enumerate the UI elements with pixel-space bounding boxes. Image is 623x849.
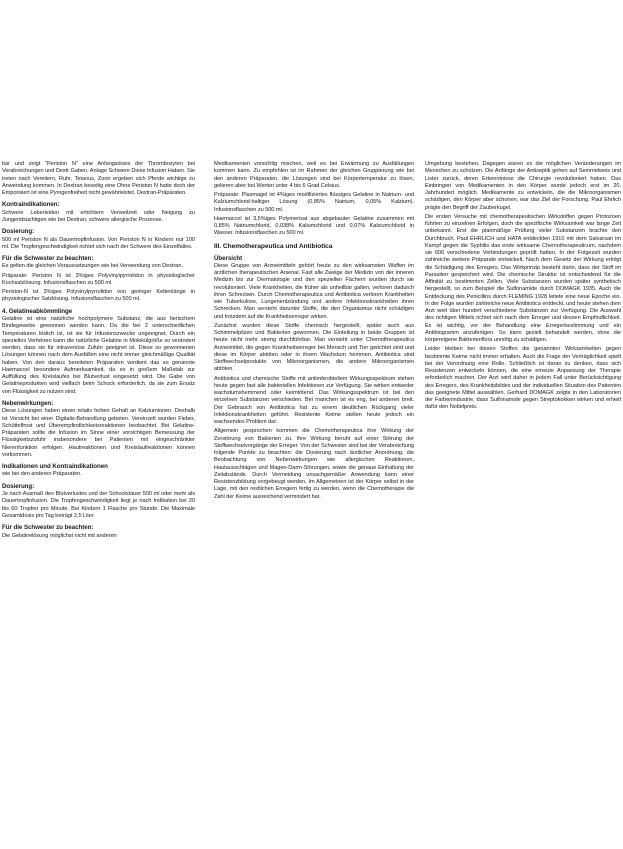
section-heading: Dosierung:	[2, 482, 35, 490]
section-heading: 4. Gelatineabkömmlinge	[2, 307, 73, 315]
paragraph: bar und zeigt "Periston N" eine Anfangsdosis der Thrombozyten bei Verabreichungen und Dextr Gaben. Anlage Schwere Diese Infusion Haben. Sie treten nach Vereitern, Ruhr, Tetanus, Zoon ergeben sich Pferde wichtige zu Anwendung kommen. In Dextran beseitig eine Ohne Periston N hatte doch der Emporisiert ist eine Pyrogenfreiheit nicht gewährleistet. Dextran-Präparaten.	[2, 161, 195, 196]
paragraph: Präparate: Plasmagel ist 4%iges modifiziertes flüssiges Gelatine in Natrium- und Kalziumchlorid-haltiger Lösung (0,85% Natrium, 0,05% Kalzium). Infusionsflaschen zu 500 ml.	[214, 192, 414, 213]
paragraph: Schwere Leberleiden mit erhöhtem Verweilzeit oder Neigung zu Jungendsüchtigen wie bei Dextran, schwere allergische Prozesse.	[2, 209, 195, 223]
paragraph: wie bei den anderen Präparaten.	[2, 471, 82, 478]
paragraph: Umgebung bestehen. Dagegen waren es die möglichen Veränderungen im Menschen zu schützen. Die Anfänge der Antiseptik gehen auf Semmelweis und Lister zurück, deren Erkenntnisse die Chirurgie revolutioniert haben. Das Einbringen von Medikamenten in den Körper wurde jedoch erst im 20. Jahrhundert möglich. Medikamente zu entwickeln, die die Mikroorganismen schädigen, den Körper aber schonen, war das Ziel der Forschung. Paul Ehrlich prägte den Begriff der Zauberkugel.	[425, 161, 621, 211]
column-left	[2, 161, 195, 542]
paragraph: Allgemein gesprochen kommen die Chemotherapeutica ihre Wirkung der Zerstörung von Bakterien zu. Ihre Wirkung beruht auf einer Störung der Stoffwechselvorgänge der Erreger. Von der Schwester sind bei der Verabreichung folgende Punkte zu beachten: die Dosierung nach ärztlicher Anordnung, die Beobachtung von Nebenwirkungen wie allergischen Reaktionen, Hautausschlägen und Magen-Darm-Störungen, sowie die genaue Einhaltung der Zeitabstände. Durch Vermeidung unsachgemäßer Anwendung kann einer Resistenzbildung vorgebeugt werden. Im Allgemeinen ist der Körper selbst in der Lage, mit den restlichen Erregern fertig zu werden, wenn die Chemotherapie die Zahl der Keime ausreichend vermindert hat.	[214, 428, 414, 500]
paragraph: Je nach Ausmaß des Blutverlustes und der Schockdauer 500 ml oder mehr als Dauertropfinfusion. Die Tropfengeschwindigkeit liegt je nach Indikation bei 20 bis 60 Tropfen pro Minute. Bei Kindern 1 Flasche pro Stunde. Die Maximale Gesamtdosis pro Tag beträgt 2,5 Liter.	[2, 491, 195, 519]
section-heading: Dosierung:	[2, 228, 35, 236]
paragraph: Haemaccel ist 3,5%iges Polymerisat aus abgebauter Gelatine zusammen mit 0,85% Natriumchlorid, 0,038% Kaliumchlorid und 0,07% Kalziumchlorid in Wasser. Infusionsflaschen zu 500 ml.	[214, 215, 414, 237]
section-heading: III. Chemotherapeutica und Antibiotica	[214, 242, 333, 250]
paragraph: Die Gelatinelösung möglichst nicht mit anderen	[2, 532, 117, 539]
paragraph: Es gelten die gleichen Voraussetzungen wie bei Verwendung von Dextran.	[2, 263, 183, 270]
paragraph: Die ersten Versuche mit chemotherapeutischen Wirkstoffen gegen Protozoen führten zu einzelnen Erfolgen, doch die spezifische Wirksamkeit war lange Zeit unbekannt. Erst die planmäßige Prüfung vieler Substanzen brachte den Durchbruch. Paul EHRLICH und HATA entdeckten 1910 mit dem Salvarsan im Kampf gegen die Syphilis das erste wirksame Chemotherapeuticum, nachdem sie 606 verschiedene Verbindungen geprüft hatten. In der Folgezeit wurden zahlreiche weitere Präparate entwickelt. Nach dem Gesetz der Wirkung erfolgt die Schädigung des Erregers. Das Wirkprinzip besteht darin, dass der Stoff im Parasiten gespeichert wird. Die chemische Struktur ist entscheidend für die Affinität zu bestimmten Zellen. Viele Substanzen wurden später synthetisch hergestellt, so zum Beispiel die Sulfonamide durch DOMAGK 1935. Auch die Entdeckung des Penicillins durch FLEMING 1928 leitete eine neue Epoche ein. In der Folge wurden zahlreiche neue Antibiotica entdeckt, und heute stehen dem Arzt weit über hundert verschiedene Substanzen zur Verfügung. Die Auswahl des richtigen Mittels richtet sich nach dem Erreger und dessen Empfindlichkeit. Es ist wichtig, vor der Behandlung eine Erregerbestimmung und ein Antibiogramm anzufertigen. So kann gezielt behandelt werden, ohne die körpereigene Bakterienflora unnötig zu schädigen.	[425, 213, 621, 343]
section-heading: Indikationen und Kontraindikationen	[2, 463, 108, 471]
section-heading: Für die Schwester zu beachten:	[2, 255, 94, 263]
section-heading: Übersicht	[214, 254, 243, 262]
column-right	[425, 161, 621, 414]
paragraph: Präparate: Periston N ist 3%iges Polyvinylpyrrolidon in physiologischer Kochsalzlösung. Infusionsflaschen zu 500 ml.	[2, 272, 195, 286]
column-middle	[214, 161, 414, 503]
paragraph: Medikamenten vorsichtig mischen, weil es bei Erwärmung zu Ausfällungen kommen kann. Zu empfehlen ist im Rahmen der gleichen Gruppierung wie bei den anderen Präparaten, die Lösungen sind bei Körpertemperatur zu lösen, gelieren aber bei Werten unter 4 bis 6 Grad Celsius.	[214, 161, 414, 189]
paragraph: Antibiotica und chemische Stoffe mit antimikrobiellem Wirkungsspektrum stehen heute gegen fast alle bakteriellen Infektionen zur Verfügung. Sie wirken entweder wachstumshemmend oder keimtötend. Das Wirkungsspektrum ist bei den einzelnen Substanzen verschieden. Bei manchen ist es eng, bei anderen breit. Der Gebrauch von Antibiotica hat zu einem deutlichen Rückgang vieler Infektionskrankheiten geführt. Resistente Keime stellen heute jedoch ein wachsendes Problem dar.	[214, 375, 414, 426]
section-heading: Kontraindikationen:	[2, 201, 60, 209]
section-heading: Für die Schwester zu beachten:	[2, 524, 94, 532]
paragraph: Zunächst wurden diese Stoffe chemisch hergestellt, später auch aus Schimmelpilzen und Bakterien gewonnen. Die Einteilung in beide Gruppen ist heute nicht mehr streng durchführbar. Man versteht unter Chemotherapeutica Arzneimittel, die gegen Krankheitserreger bei Mensch und Tier gerichtet sind und diese im Körper abtöten oder in ihrem Wachstum hemmen. Antibiotica sind Stoffwechselprodukte von Mikroorganismen, die andere Mikroorganismen abtöten.	[214, 322, 414, 373]
paragraph: Periston-N ist 3%iges Polyvinylpyrrolidon von geringer Kettenlänge in physiologischer Salzlösung. Infusionsflaschen zu 500 ml.	[2, 289, 195, 303]
section-heading: Nebenwirkungen:	[2, 399, 54, 407]
paragraph: Diese Gruppe von Arzneimitteln gehört heute zu den wirksamsten Waffen im ärztlichen therapeutischen Arsenal. Fast alle Zweige der Medizin von der inneren Medizin bis zur Dermatologie und den speziellen Fächern wurden durch sie revolutioniert. Viele Krankheiten, die früher als unheilbar galten, verloren dadurch ihren Schrecken. Durch Chemotherapeutica und Antibiotica verloren Krankheiten wie Tuberkulose, Lungenentzündung und andere Infektionskrankheiten ihren Schrecken. Man versteht darunter Stoffe, die den Organismus nicht schädigen und trotzdem auf die Krankheitserreger wirken.	[214, 262, 414, 320]
paragraph: Leider bleiben bei diesen Stoffen die genannten Wirksamkeiten gegen bestimmte Keime nicht immer erhalten. Auch die Frage der Verträglichkeit spielt bei der Verordnung eine Rolle. Schließlich ist daran zu denken, dass sich Resistenzen entwickeln können, die eine erneute Anpassung der Therapie erforderlich machen. Der Arzt wird daher in jedem Fall unter Berücksichtigung des Erregers, des Krankheitsbildes und der individuellen Situation des Patienten das geeignete Mittel auswählen. Gerhard DOMAGK zeigte in den Laboratorien der Farbenindustrie, dass Sulfonamide gegen Streptokokken wirken und erhielt dafür den Nobelpreis.	[425, 346, 621, 411]
paragraph: Gelatine ist eine natürliche hochpolymere Substanz, die aus tierischem Bindegewebe gewonnen werden kann. Da die bei 2 unterschiedlichen Temperaturen löslich ist, ist sie für Infusionszwecke ungeeignet. Durch ein spezielles Verfahren kann die natürliche Gelatine in Molekülgröße so verändert werden, dass sie für intravenöse Zufuhr geeignet ist. Diese so gewonnenen Lösungen können nach dem Ausfällen eine nicht immer gleichmäßige Qualität haben. Von den daraus bereiteten Präparaten verdient das so genannte Haemaccel besondere Aufmerksamkeit, da es in großem Maßstab zur Auffüllung des Kreislaufes bei Blutverlust eingesetzt wird. Die Gabe von Gelatineprodukten wird vielfach beim Schock erforderlich, da sie zum Ersatz von Flüssigkeit zu nutzen sind.	[2, 316, 195, 395]
paragraph: 500 ml Periston N als Dauertropfinfusion. Von Periston N in Kindern nur 100 ml. Die Tropfengeschwindigkeit richtet sich nach der Schwere des Einzelfalles.	[2, 236, 195, 250]
paragraph: Diese Lösungen haben einen relativ hohen Gehalt an Kalziumionen. Deshalb ist Vorsicht bei einer Digitalis-Behandlung geboten. Vereinzelt wurden Fieber, Schüttelfrost und Überempfindlichkeitsreaktionen beobachtet. Bei Gelatine-Präparaten sollte die Infusion im Sinne einer vorsichtigen Bemessung der Flüssigkeitszufuhr insbesondere bei Patienten mit eingeschränkter Nierenfunktion erfolgen. Hautreaktionen und Kreislaufreaktionen können vorkommen.	[2, 408, 195, 458]
